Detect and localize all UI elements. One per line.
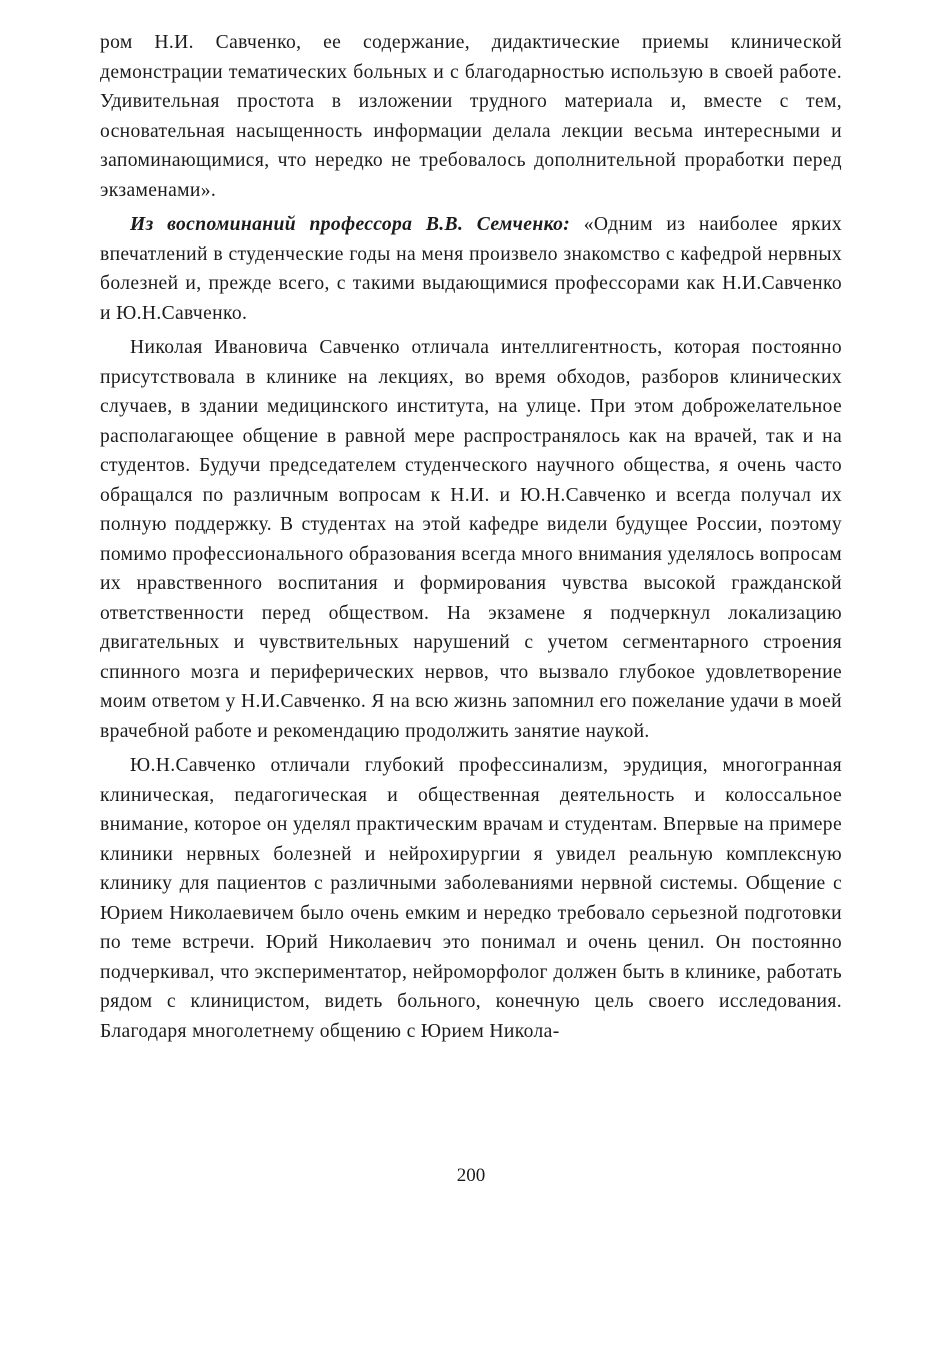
paragraph-3-text: Николая Ивановича Савченко отличала интеллигентность, которая постоянно присутствовала в клинике на лекциях, во время обходов, разборов клинических случаев, в здании медицинского института, на улице. При этом доброжелательное располагающее общение в равной мере распространялось как на врачей, так и на студентов. Будучи председателем студенческого научного общества, я очень часто обращался по различным вопросам к Н.И. и Ю.Н.Савченко и всегда получал их полную поддержку. В студентах на этой кафедре видели будущее России, поэтому помимо профессионального образования всегда много внимания уделялось вопросам их нравственного воспитания и формирования чувства высокой гражданской ответственности перед обществом. На экзамене я подчеркнул локализацию двигательных и чувствительных нарушений с учетом сегментарного строения спинного мозга и периферических нервов, что вызвало глубокое удовлетворение моим ответом у Н.И.Савченко. Я на всю жизнь запомнил его пожелание удачи в моей врачебной работе и рекомендацию продолжить занятие наукой. <box>100 337 842 742</box>
paragraph-2-lead: Из воспоминаний профессора В.В. Семченко: <box>130 214 571 235</box>
paragraph-1-text: ром Н.И. Савченко, ее содержание, дидактические приемы клинической демонстрации тематических больных и с благодарностью использую в своей работе. Удивительная простота в изложении трудного материала и, вместе с тем, основательная насыщенность информации делала лекции весьма интересными и запоминающимися, что нередко не требовалось дополнительной проработки перед экзаменами». <box>100 32 842 201</box>
page-number: 200 <box>456 1165 486 1186</box>
page-body <box>100 28 842 1046</box>
paragraph-1 <box>100 28 842 205</box>
paragraph-4-text: Ю.Н.Савченко отличали глубокий профессинализм, эрудиция, многогранная клиническая, педагогическая и общественная деятельность и колоссальное внимание, которое он уделял практическим врачам и студентам. Впервые на примере клиники нервных болезней и нейрохирургии я увидел реальную комплексную клинику для пациентов с различными заболеваниями нервной системы. Общение с Юрием Николаевичем было очень емким и нередко требовало серьезной подготовки по теме встречи. Юрий Николаевич это понимал и очень ценил. Он постоянно подчеркивал, что экспериментатор, нейроморфолог должен быть в клинике, работать рядом с клиницистом, видеть больного, конечную цель своего исследования. Благодаря многолетнему общению с Юрием Никола- <box>100 755 842 1042</box>
paragraph-4 <box>100 751 842 1046</box>
paragraph-2-text: «Одним из наиболее ярких впечатлений в студенческие годы на меня произвело знакомство с кафедрой нервных болезней и, прежде всего, с такими выдающимися профессорами как Н.И.Савченко и Ю.Н.Савченко. <box>100 214 842 324</box>
paragraph-2 <box>100 210 842 328</box>
paragraph-3 <box>100 333 842 746</box>
